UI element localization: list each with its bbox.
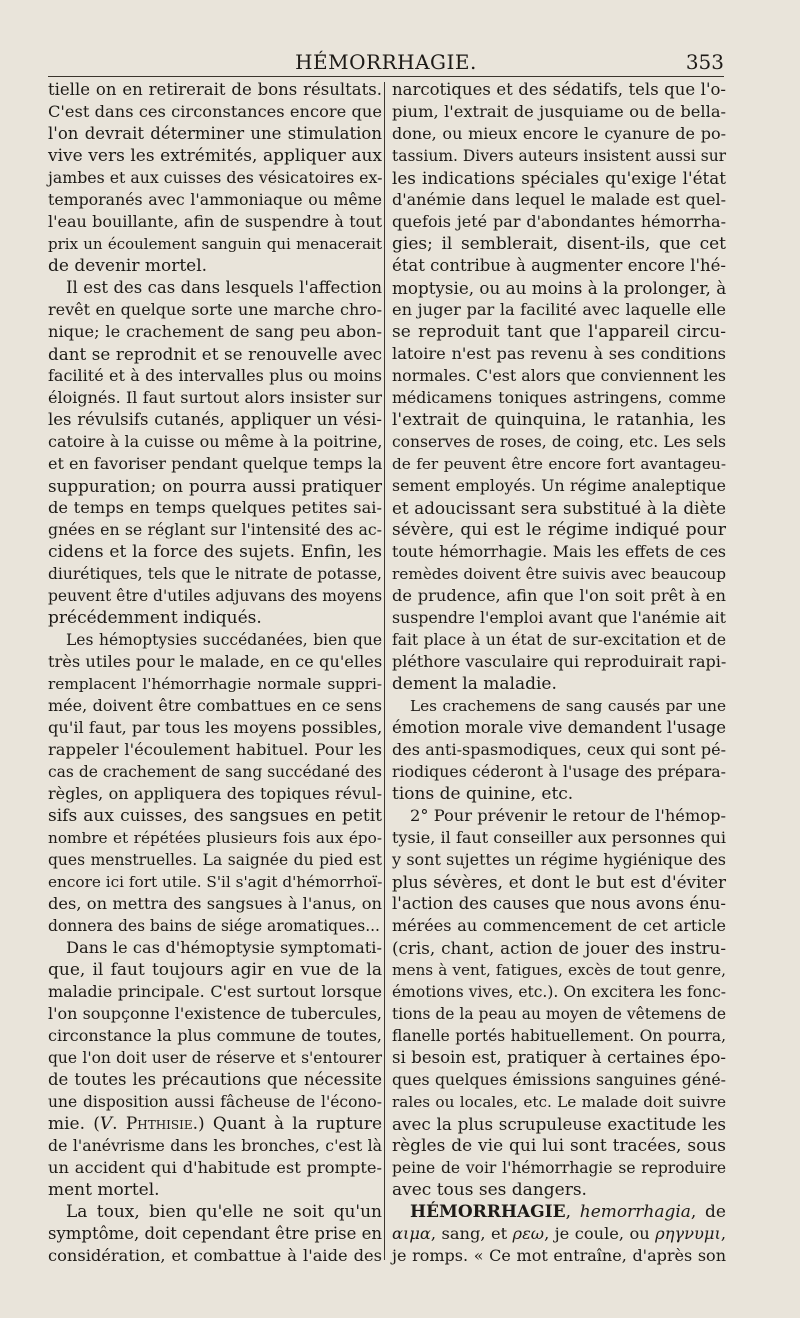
text-line: 2° Pour prévenir le retour de l'hémop- <box>410 806 726 825</box>
text-line: mens à vent, fatigues, excès de tout genre, <box>392 961 726 979</box>
text-line: revêt en quelque sorte une marche chro- <box>48 300 382 319</box>
text-line: avec tous ses dangers. <box>392 1180 587 1200</box>
page-number: 353 <box>685 50 724 74</box>
text-line: de prudence, afin que l'on soit prêt à en <box>392 586 726 605</box>
text-line: latoire n'est pas revenu à ses conditions <box>392 344 726 363</box>
text-line: Il est des cas dans lesquels l'affection <box>66 278 382 297</box>
left-column <box>48 79 382 1269</box>
text-line: l'extrait de quinquina, le ratanhia, les <box>392 410 726 430</box>
text-line: un accident qui d'habitude est prompte- <box>48 1158 382 1177</box>
text-line: d'anémie dans lequel le malade est quel- <box>392 190 726 209</box>
text-line: suspendre l'emploi avant que l'anémie ait <box>392 608 726 627</box>
text-line: l'action des causes que nous avons énu- <box>392 894 726 913</box>
text-line: remèdes doivent être suivis avec beaucoup <box>392 565 726 583</box>
text-line: Dans le cas d'hémoptysie symptomati- <box>66 938 382 957</box>
text-line: médicamens toniques astringens, comme <box>392 388 726 407</box>
text-line: sement employés. Un régime analeptique <box>392 476 726 495</box>
text-line: vive vers les extrémités, appliquer aux <box>48 146 382 166</box>
text-line: peuvent être d'utiles adjuvans des moyens <box>48 587 383 605</box>
text-line: de temps en temps quelques petites sai- <box>48 498 382 517</box>
text-line: gnées en se réglant sur l'intensité des ac- <box>48 520 382 539</box>
text-line: nique; le crachement de sang peu abon- <box>48 322 382 341</box>
text-line: rales ou locales, etc. Le malade doit suivre <box>392 1093 726 1111</box>
text-line: encore ici fort utile. S'il s'agit d'hémorrhoï- <box>48 873 383 891</box>
text-line: Les hémoptysies succédanées, bien que <box>66 631 382 649</box>
text-line: toute hémorrhagie. Mais les effets de ces <box>392 542 726 561</box>
text-line: les révulsifs cutanés, appliquer un vési- <box>48 410 382 429</box>
text-line: gies; il semblerait, disent-ils, que cet <box>392 234 726 254</box>
text-line: maladie principale. C'est surtout lorsque <box>48 982 382 1001</box>
text-line: sifs aux cuisses, des sangsues en petit <box>48 806 382 826</box>
text-line: pium, l'extrait de jusquiame ou de bella- <box>392 102 726 121</box>
text-line: des anti-spasmodiques, ceux qui sont pé- <box>392 740 726 759</box>
text-line: narcotiques et des sédatifs, tels que l'o- <box>392 80 726 99</box>
text-line: flanelle portés habituellement. On pourra, <box>392 1027 726 1045</box>
text-line: αιμα, sang, et ρεω, je coule, ou ρηγνυμι, <box>392 1224 727 1243</box>
text-line: très utiles pour le malade, en ce qu'elles <box>48 652 383 671</box>
text-line: peine de voir l'hémorrhagie se reproduire <box>392 1159 726 1177</box>
text-line: considération, et combattue à l'aide des <box>48 1246 382 1265</box>
text-line: règles, on appliquera des topiques révul- <box>48 784 382 803</box>
text-line: de fer peuvent être encore fort avantageu- <box>392 455 726 473</box>
text-line: quefois jeté par d'abondantes hémorrha- <box>392 212 726 231</box>
text-line: les indications spéciales qu'exige l'état <box>392 168 726 188</box>
text-line: donnera des bains de siége aromatiques... <box>48 917 380 935</box>
text-line: qu'il faut, par tous les moyens possibles, <box>48 718 383 737</box>
text-line: tions de quinine, etc. <box>392 784 574 804</box>
text-line: précédemment indiqués. <box>48 608 262 628</box>
text-line: l'on devrait déterminer une stimulation <box>48 124 382 143</box>
text-line: émotions vives, etc.). On excitera les fonc- <box>392 983 726 1001</box>
text-line: cidens et la force des sujets. Enfin, les <box>48 542 382 562</box>
text-line: La toux, bien qu'elle ne soit qu'un <box>66 1202 382 1222</box>
text-line: fait place à un état de sur-excitation et de <box>392 631 726 649</box>
text-line: éloignés. Il faut surtout alors insister sur <box>48 388 382 407</box>
text-line: émotion morale vive demandent l'usage <box>392 718 726 737</box>
text-line: plus sévères, et dont le but est d'éviter <box>392 872 726 892</box>
text-line: je romps. « Ce mot entraîne, d'après son <box>392 1246 726 1265</box>
text-line: en juger par la facilité avec laquelle elle <box>392 300 726 319</box>
text-line: cas de crachement de sang succédané des <box>48 763 382 781</box>
text-line: C'est dans ces circonstances encore que <box>48 102 382 121</box>
text-line: suppuration; on pourra aussi pratiquer <box>48 476 382 496</box>
text-line: prix un écoulement sanguin qui menacerait <box>48 235 382 253</box>
text-line: règles de vie qui lui sont tracées, sous <box>392 1136 726 1156</box>
text-line: circonstance la plus commune de toutes, <box>48 1026 382 1045</box>
text-line: l'eau bouillante, afin de suspendre à tout <box>48 212 382 231</box>
text-line: des, on mettra des sangsues à l'anus, on <box>48 894 382 913</box>
text-line: et adoucissant sera substitué à la diète <box>392 498 726 518</box>
text-line: catoire à la cuisse ou même à la poitrine, <box>48 432 383 451</box>
text-line: (cris, chant, action de jouer des instru- <box>392 938 726 958</box>
text-line: et en favoriser pendant quelque temps la <box>48 454 383 473</box>
text-line: diurétiques, tels que le nitrate de potasse, <box>48 565 382 583</box>
text-line: mie. (V. Phthisie.) Quant à la rupture <box>48 1114 383 1134</box>
text-line: mérées au commencement de cet article <box>392 916 726 935</box>
text-line: de l'anévrisme dans les bronches, c'est là <box>48 1136 382 1155</box>
text-line: tassium. Divers auteurs insistent aussi sur <box>392 147 727 165</box>
text-line: tysie, il faut conseiller aux personnes qui <box>392 828 726 847</box>
text-line: pléthore vasculaire qui reproduirait rapi- <box>392 652 727 671</box>
text-line: état contribue à augmenter encore l'hé- <box>392 256 726 275</box>
text-line: avec la plus scrupuleuse exactitude les <box>392 1114 726 1134</box>
page-title: HÉMORRHAGIE. <box>295 50 477 74</box>
text-line: remplacent l'hémorrhagie normale suppri- <box>48 675 382 693</box>
text-line: mée, doivent être combattues en ce sens <box>48 696 382 715</box>
text-line: ment mortel. <box>48 1180 160 1200</box>
text-line: rappeler l'écoulement habituel. Pour les <box>48 740 382 759</box>
text-line: une disposition aussi fâcheuse de l'écono- <box>48 1093 382 1111</box>
text-line: tions de la peau au moyen de vêtemens de <box>392 1005 726 1023</box>
text-line: normales. C'est alors que conviennent les <box>392 366 726 385</box>
text-line: symptôme, doit cependant être prise en <box>48 1224 382 1243</box>
text-line: temporanés avec l'ammoniaque ou même <box>48 190 382 209</box>
text-line: de toutes les précautions que nécessite <box>48 1070 382 1089</box>
text-line: conserves de roses, de coing, etc. Les sels <box>392 433 726 451</box>
text-line: HÉMORRHAGIE, hemorrhagia, de <box>410 1202 726 1222</box>
column-divider <box>384 82 385 1260</box>
text-line: que, il faut toujours agir en vue de la <box>48 960 382 980</box>
text-line: done, ou mieux encore le cyanure de po- <box>392 124 726 143</box>
text-line: moptysie, ou au moins à la prolonger, à <box>392 278 727 298</box>
text-line: nombre et répétées plusieurs fois aux épo- <box>48 829 382 847</box>
text-line: ques menstruelles. La saignée du pied est <box>48 851 382 869</box>
text-line: que l'on doit user de réserve et s'entourer <box>48 1049 382 1067</box>
text-line: de devenir mortel. <box>48 256 208 276</box>
text-line: riodiques céderont à l'usage des prépara- <box>392 762 726 781</box>
right-column <box>392 79 726 1269</box>
text-line: si besoin est, pratiquer à certaines épo- <box>392 1048 726 1067</box>
text-line: sévère, qui est le régime indiqué pour <box>392 520 726 540</box>
text-line: tielle on en retirerait de bons résultats. <box>48 80 382 99</box>
text-line: l'on soupçonne l'existence de tubercules, <box>48 1004 382 1023</box>
text-line: y sont sujettes un régime hygiénique des <box>392 850 726 869</box>
text-line: Les crachemens de sang causés par une <box>410 697 726 715</box>
text-line: facilité et à des intervalles plus ou moins <box>48 366 382 385</box>
text-line: se reproduit tant que l'appareil circu- <box>392 322 726 342</box>
text-line: dant se reprodnit et se renouvelle avec <box>48 344 382 364</box>
text-line: dement la maladie. <box>392 674 557 694</box>
text-line: jambes et aux cuisses des vésicatoires ex- <box>48 168 383 187</box>
text-line: ques quelques émissions sanguines géné- <box>392 1070 726 1089</box>
running-head <box>48 46 724 77</box>
